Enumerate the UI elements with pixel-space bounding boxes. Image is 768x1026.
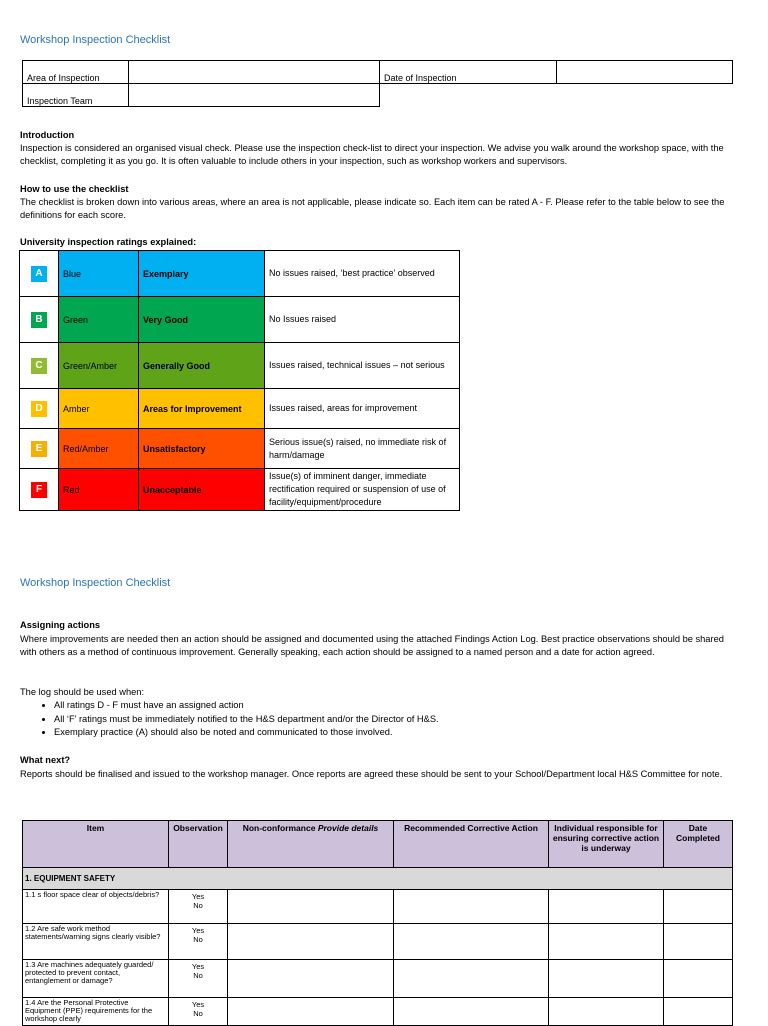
rating-label: Unsatisfactory bbox=[139, 429, 265, 469]
rating-badge: E bbox=[31, 441, 47, 457]
rating-label: Generally Good bbox=[139, 343, 265, 389]
observation-cell[interactable] bbox=[169, 924, 228, 960]
rating-row-d bbox=[20, 389, 460, 429]
intro-text: Inspection is considered an organised visual check. Please use the inspection check-list to direct your inspection. We advise you walk around the workshop space, with the checklist, completing it as you go. It is often valuable to include others in your inspection, such as workshop workers and supervisors. bbox=[20, 143, 724, 166]
observation-cell[interactable] bbox=[169, 998, 228, 1026]
col-corrective: Recommended Corrective Action bbox=[394, 821, 549, 868]
rating-description: Serious issue(s) raised, no immediate risk of harm/damage bbox=[265, 429, 460, 469]
ratings-table bbox=[19, 250, 460, 511]
checklist-table bbox=[22, 820, 733, 1026]
assign-text: Where improvements are needed then an action should be assigned and documented using the attached Findings Action Log. Best practice observations should be shared with others as a method of continuous improvement. Generally speaking, each action should be assigned to a named person and a date for action agreed. bbox=[20, 634, 724, 657]
rating-row-a bbox=[20, 251, 460, 297]
next-text: Reports should be finalised and issued to the workshop manager. Once reports are agreed these should be sent to your School/Department local H&S Committee for note. bbox=[20, 769, 723, 779]
rating-badge-cell bbox=[20, 297, 59, 343]
checklist-row bbox=[23, 998, 733, 1026]
checklist-row bbox=[23, 890, 733, 924]
assign-heading: Assigning actions bbox=[20, 620, 101, 630]
rating-description: No issues raised, ‘best practice’ observed bbox=[265, 251, 460, 297]
no-option[interactable]: No bbox=[193, 1009, 203, 1018]
inspection-header-table bbox=[22, 60, 733, 107]
team-label: Inspection Team bbox=[23, 84, 129, 107]
rating-colour: Blue bbox=[59, 251, 139, 297]
howto-text: The checklist is broken down into various areas, where an area is not applicable, please indicate so. Each item can be rated A - F. Please refer to the table below to see the definitions for each score. bbox=[20, 197, 725, 220]
next-heading: What next? bbox=[20, 755, 71, 765]
checklist-item: 1.2 Are safe work method statements/warning signs clearly visible? bbox=[23, 924, 169, 960]
no-option[interactable]: No bbox=[193, 935, 203, 944]
rating-badge-cell bbox=[20, 343, 59, 389]
col-nonconformance: Non-conformance Provide details bbox=[228, 821, 394, 868]
ratings-heading: University inspection ratings explained: bbox=[20, 237, 197, 247]
log-bullet: • All ‘F’ ratings must be immediately notified to the H&S department and/or the Director of H&S. bbox=[54, 713, 754, 727]
rating-description: Issues raised, technical issues – not serious bbox=[265, 343, 460, 389]
individual-cell[interactable] bbox=[549, 924, 664, 960]
rating-colour: Amber bbox=[59, 389, 139, 429]
rating-badge-cell bbox=[20, 389, 59, 429]
rating-badge: F bbox=[31, 482, 47, 498]
rating-badge: D bbox=[31, 401, 47, 417]
log-bullet: • Exemplary practice (A) should also be noted and communicated to those involved. bbox=[54, 726, 754, 740]
rating-colour: Green/Amber bbox=[59, 343, 139, 389]
rating-description: Issues raised, areas for improvement bbox=[265, 389, 460, 429]
checklist-row bbox=[23, 960, 733, 998]
checklist-item: 1.4 Are the Personal Protective Equipment (PPE) requirements for the workshop clearly bbox=[23, 998, 169, 1026]
yes-option[interactable]: Yes bbox=[191, 892, 205, 901]
team-field[interactable] bbox=[129, 84, 380, 107]
corrective-cell[interactable] bbox=[394, 998, 549, 1026]
log-bullet: • All ratings D - F must have an assigned action bbox=[54, 699, 754, 713]
rating-label: Very Good bbox=[139, 297, 265, 343]
rating-row-b bbox=[20, 297, 460, 343]
yes-option[interactable]: Yes bbox=[191, 1000, 205, 1009]
page2-title: Workshop Inspection Checklist bbox=[20, 577, 171, 589]
corrective-cell[interactable] bbox=[394, 890, 549, 924]
page-title: Workshop Inspection Checklist bbox=[20, 34, 171, 46]
corrective-cell[interactable] bbox=[394, 960, 549, 998]
rating-row-f bbox=[20, 469, 460, 511]
col-observation: Observation bbox=[169, 821, 228, 868]
checklist-item: 1.3 Are machines adequately guarded/ protected to prevent contact, entanglement or damage? bbox=[23, 960, 169, 998]
no-option[interactable]: No bbox=[193, 901, 203, 910]
corrective-cell[interactable] bbox=[394, 924, 549, 960]
rating-row-e bbox=[20, 429, 460, 469]
observation-cell[interactable] bbox=[169, 960, 228, 998]
yes-option[interactable]: Yes bbox=[191, 926, 205, 935]
observation-cell[interactable] bbox=[169, 890, 228, 924]
checklist-item: 1.1 s floor space clear of objects/debris? bbox=[23, 890, 169, 924]
col-item: Item bbox=[23, 821, 169, 868]
yes-option[interactable]: Yes bbox=[191, 962, 205, 971]
rating-badge-cell bbox=[20, 429, 59, 469]
intro-heading: Introduction bbox=[20, 130, 75, 140]
date-cell[interactable] bbox=[664, 924, 733, 960]
rating-badge: C bbox=[31, 358, 47, 374]
rating-badge-cell bbox=[20, 251, 59, 297]
nonconformance-cell[interactable] bbox=[228, 960, 394, 998]
rating-label: Areas for Improvement bbox=[139, 389, 265, 429]
individual-cell[interactable] bbox=[549, 960, 664, 998]
area-field[interactable] bbox=[129, 61, 380, 84]
date-cell[interactable] bbox=[664, 998, 733, 1026]
rating-colour: Green bbox=[59, 297, 139, 343]
rating-description: No Issues raised bbox=[265, 297, 460, 343]
rating-badge-cell bbox=[20, 469, 59, 511]
nonconformance-cell[interactable] bbox=[228, 924, 394, 960]
date-cell[interactable] bbox=[664, 890, 733, 924]
rating-description: Issue(s) of imminent danger, immediate rectification required or suspension of use of facility/equipment/procedure bbox=[265, 469, 460, 511]
col-individual: Individual responsible for ensuring corrective action is underway bbox=[549, 821, 664, 868]
date-cell[interactable] bbox=[664, 960, 733, 998]
rating-colour: Red/Amber bbox=[59, 429, 139, 469]
howto-heading: How to use the checklist bbox=[20, 184, 129, 194]
rating-label: Unacceptable bbox=[139, 469, 265, 511]
log-intro: The log should be used when: bbox=[20, 687, 145, 697]
nonconformance-cell[interactable] bbox=[228, 998, 394, 1026]
date-field[interactable] bbox=[557, 61, 733, 84]
no-option[interactable]: No bbox=[193, 971, 203, 980]
log-bullets bbox=[20, 699, 754, 740]
rating-colour: Red bbox=[59, 469, 139, 511]
individual-cell[interactable] bbox=[549, 890, 664, 924]
section-equipment-safety: 1. EQUIPMENT SAFETY bbox=[23, 868, 733, 890]
nonconformance-cell[interactable] bbox=[228, 890, 394, 924]
col-date: Date Completed bbox=[664, 821, 733, 868]
date-label: Date of Inspection bbox=[380, 61, 557, 84]
individual-cell[interactable] bbox=[549, 998, 664, 1026]
rating-row-c bbox=[20, 343, 460, 389]
rating-badge: B bbox=[31, 312, 47, 328]
rating-label: Exemplary bbox=[139, 251, 265, 297]
rating-badge: A bbox=[31, 266, 47, 282]
checklist-row bbox=[23, 924, 733, 960]
area-label: Area of Inspection bbox=[23, 61, 129, 84]
